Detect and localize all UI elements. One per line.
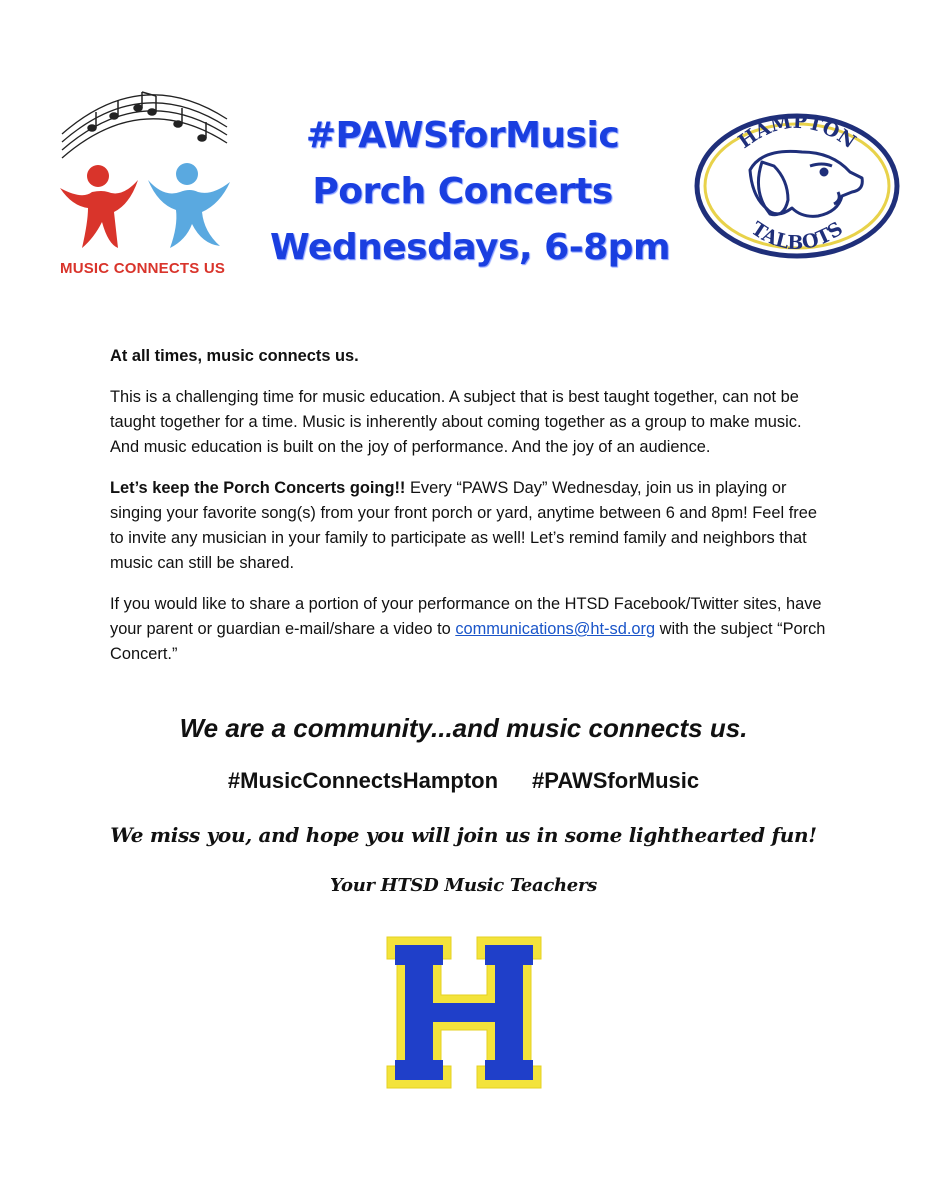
hashtags: [0, 768, 927, 794]
hampton-h-logo: [385, 935, 543, 1090]
paragraph-challenging-time: This is a challenging time for music education. A subject that is best taught together, can not be taught together for a time. Music is inherently about coming together as a group to make music. And music education is built on the joy of performance. And the joy of an audience.: [110, 388, 802, 456]
music-connects-us-logo: [52, 88, 242, 278]
miss-you-message: We miss you, and hope you will join us in some lighthearted fun!: [110, 823, 817, 847]
paragraph-share-performance: [110, 592, 830, 667]
hampton-talbots-logo: [692, 100, 902, 272]
title-schedule: Wednesdays, 6-8pm: [270, 227, 670, 268]
music-staff-people-icon: [52, 88, 242, 260]
hashtag-paws-for-music: #PAWSforMusic: [532, 768, 700, 793]
title-hashtag: #PAWSforMusic: [305, 115, 620, 156]
paragraph-porch-concerts: [110, 476, 830, 576]
talbots-arc-text: TALBOTS: [747, 217, 847, 255]
community-tagline: We are a community...and music connects us.: [179, 713, 748, 743]
porch-concerts-details: Every “PAWS Day” Wednesday, join us in playing or singing your favorite song(s) from your front porch or yard, anytime between 6 and 8pm! Feel free to invite any musician in your family to participate as well! Let’s remind family and neighbors that music can still be shared.: [110, 479, 817, 572]
porch-concerts-lead: Let’s keep the Porch Concerts going!!: [110, 479, 406, 497]
signature: Your HTSD Music Teachers: [330, 875, 597, 896]
hampton-arc-text: HAMPTON: [734, 110, 860, 153]
hashtag-music-connects-hampton: #MusicConnectsHampton: [227, 768, 499, 793]
flyer-title: [270, 108, 670, 276]
share-text-after: with the subject “Porch Concert.”: [110, 620, 826, 663]
talbot-dog-icon: [692, 100, 902, 272]
block-letter-h-icon: [385, 935, 543, 1090]
title-porch-concerts: Porch Concerts: [312, 171, 613, 212]
share-text-before: If you would like to share a portion of your performance on the HTSD Facebook/Twitter sites, have your parent or guardian e-mail/share a video to: [110, 595, 822, 638]
intro-heading: At all times, music connects us.: [110, 347, 359, 365]
email-link[interactable]: communications@ht-sd.org: [455, 620, 656, 638]
flyer-body: [110, 344, 830, 683]
music-connects-us-text: MUSIC CONNECTS US: [60, 260, 226, 277]
